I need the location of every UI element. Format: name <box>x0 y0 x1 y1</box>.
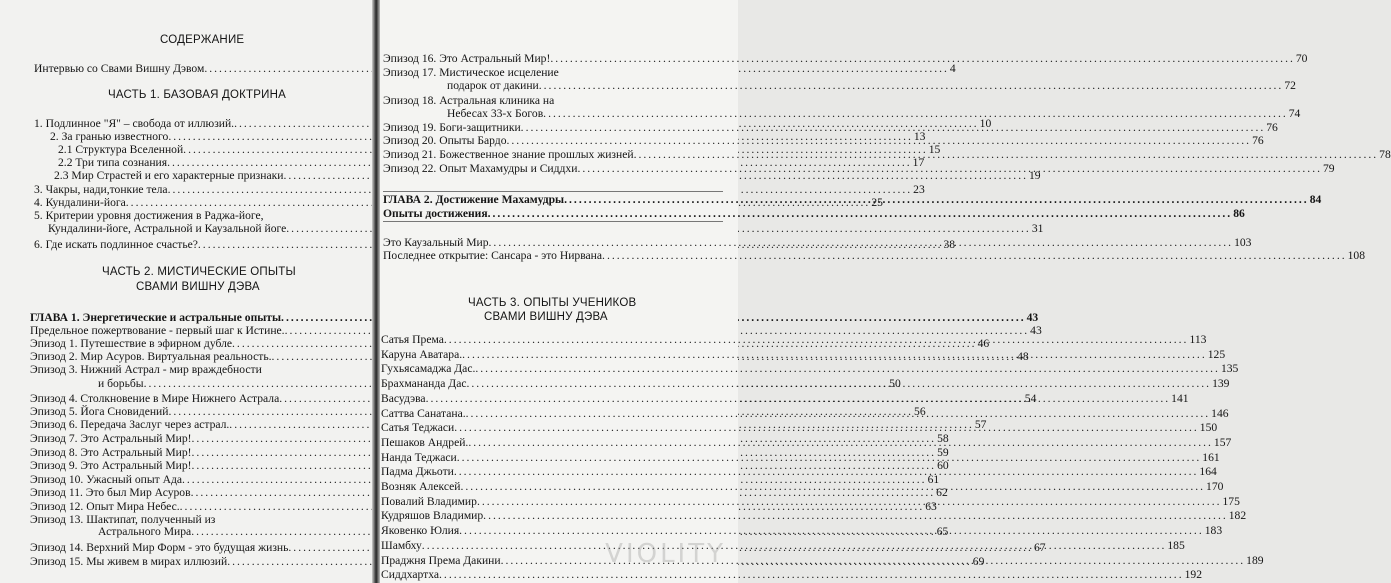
dot-leader <box>539 79 1284 92</box>
toc-entry-page: 17 <box>912 156 925 169</box>
toc-entry-page: 10 <box>979 117 992 130</box>
toc-entry-page: 125 <box>1207 347 1226 361</box>
toc-entry-title: Это Каузальный Мир <box>383 236 489 249</box>
toc-entry-page: 56 <box>914 405 926 418</box>
toc-entry-title: Кудряшов Владимир <box>381 509 484 523</box>
toc-entry-page: 48 <box>1017 350 1029 363</box>
toc-entry-page: 157 <box>1213 435 1232 449</box>
dot-leader <box>543 107 1288 120</box>
toc-entry-page: 65 <box>936 525 949 538</box>
toc-entry <box>34 183 925 196</box>
toc-entry-title: Кундалини-йоге, Астральной и Каузальной йоге <box>48 222 287 235</box>
toc-entry-title: Эпизод 4. Столкновение в Мире Нижнего Астрала <box>30 392 280 405</box>
toc-entry-title: Праджня Према Дакини <box>381 553 501 567</box>
toc-entry <box>30 363 370 376</box>
toc-entry-title: Эпизод 15. Мы живем в мирах иллюзий <box>30 555 228 568</box>
toc-entry-page: 23 <box>913 183 925 196</box>
toc-entry-title: Эпизод 8. Это Астральный Мир! <box>30 446 192 459</box>
toc-entry-page: 135 <box>1220 362 1239 376</box>
toc-entry-title: Возняк Алексей <box>381 480 461 493</box>
toc-entry-title: Эпизод 1. Путешествие в эфирном дубле <box>30 337 233 350</box>
student-entry <box>381 568 1202 582</box>
toc-entry-page: 69 <box>972 555 985 568</box>
dot-leader <box>454 465 1199 478</box>
toc-entry <box>383 94 718 107</box>
toc-entry-page: 58 <box>937 432 949 445</box>
toc-entry-page: 72 <box>1284 79 1296 92</box>
toc-entry-title: Эпизод 12. Опыт Мира Небес. <box>30 500 180 513</box>
toc-entry-title: ГЛАВА 1. Энергетические и астральные опыты <box>30 311 282 324</box>
toc-entry-title: Гухьясамаджа Дас. <box>381 362 476 376</box>
toc-entry-page: 192 <box>1184 568 1202 582</box>
toc-entry-title: Предельное пожертвование - первый шаг к Истине. <box>30 324 285 337</box>
part3-subheading: СВАМИ ВИШНУ ДЭВА <box>484 311 608 323</box>
toc-entry-page: 43 <box>1026 311 1039 324</box>
toc-entry-page: 57 <box>974 418 987 431</box>
dot-leader <box>507 134 1252 147</box>
toc-entry-title: Эпизод 5. Йога Сновидений <box>30 405 169 418</box>
toc-entry-title: Эпизод 17. Мистическое исцеление <box>383 66 559 79</box>
toc-entry-page: 182 <box>1228 509 1247 523</box>
toc-entry-page: 175 <box>1222 494 1240 508</box>
contents-heading: СОДЕРЖАНИЕ <box>160 34 245 46</box>
toc-entry-page: 141 <box>1171 391 1189 405</box>
toc-entry-page: 54 <box>1024 392 1037 405</box>
toc-entry-title: Сатья Теджаси <box>381 421 455 435</box>
toc-entry-page: 189 <box>1246 553 1264 567</box>
dot-leader <box>439 568 1184 581</box>
toc-entry-page: 161 <box>1202 450 1220 464</box>
toc-entry-title: 6. Где искать подлинное счастье? <box>34 238 198 251</box>
toc-entry-title: Сатья Према <box>381 333 444 346</box>
toc-entry-page: 61 <box>927 473 940 486</box>
toc-entry-title: Сиддхартха <box>381 568 440 582</box>
toc-entry-page: 25 <box>871 196 883 209</box>
student-entry <box>381 509 1247 523</box>
toc-entry-title: Пешаков Андрей. <box>381 435 469 449</box>
toc-entry-page: 79 <box>1323 162 1335 175</box>
toc-entry <box>383 52 1308 65</box>
toc-entry-page: 59 <box>937 446 949 459</box>
toc-entry-title: подарок от дакини <box>447 79 539 92</box>
toc-entry-page: 74 <box>1288 107 1301 120</box>
toc-entry-title: Падма Джьоти <box>381 465 454 479</box>
toc-entry-title: 2.3 Мир Страстей и его характерные признаки <box>54 169 284 182</box>
toc-entry-page: 19 <box>1029 169 1041 182</box>
dot-leader <box>426 392 1171 405</box>
toc-entry-page: 170 <box>1206 480 1224 493</box>
toc-entry-title: Эпизод 7. Это Астральный Мир! <box>30 432 192 445</box>
toc-entry-title: Небесах 33-х Богов <box>447 107 544 120</box>
dot-leader <box>460 480 1205 493</box>
toc-entry-title: Эпизод 14. Верхний Мир Форм - это будущая жизнь <box>30 541 289 554</box>
toc-entry-page: 139 <box>1212 377 1230 391</box>
toc-entry-page: 67 <box>1033 541 1046 554</box>
toc-entry-page: 86 <box>1233 207 1245 220</box>
toc-entry-title: Эпизод 9. Это Астральный Мир! <box>30 459 192 472</box>
toc-entry-title: Яковенко Юлия <box>381 524 460 538</box>
toc-entry-title: Эпизод 19. Боги-защитники <box>383 121 521 134</box>
dot-leader <box>462 348 1207 361</box>
toc-entry-title: Опыты достижения <box>383 207 488 220</box>
toc-entry <box>447 107 1301 120</box>
toc-entry-page: 63 <box>925 500 937 513</box>
toc-entry-page: 146 <box>1211 406 1229 420</box>
dot-leader <box>459 524 1204 537</box>
toc-entry-title: Эпизод 22. Опыт Махамудры и Сиддхи <box>383 162 578 175</box>
separator-line <box>383 191 723 192</box>
toc-entry-title: Саттва Санатана. <box>381 406 466 420</box>
toc-entry-title: и борьбы <box>98 377 144 390</box>
dot-leader <box>468 436 1213 449</box>
dot-leader <box>444 333 1189 346</box>
toc-entry-page: 164 <box>1199 465 1217 479</box>
toc-entry-title: 2.1 Структура Вселенной <box>58 143 184 156</box>
toc-entry-title: ГЛАВА 2. Достижение Махамудры <box>383 193 565 206</box>
toc-entry <box>447 79 1296 92</box>
toc-entry-page: 185 <box>1167 538 1185 552</box>
dot-leader <box>489 236 1234 249</box>
toc-entry-title: Эпизод 21. Божественное знание прошлых жизней <box>383 148 634 161</box>
toc-entry-title: 4. Кундалини-йога <box>34 196 126 209</box>
toc-entry-page: 78 <box>1379 148 1391 161</box>
dot-leader <box>457 451 1202 464</box>
toc-entry-title: Эпизод 20. Опыты Бардо <box>383 134 507 147</box>
toc-entry-page: 84 <box>1309 193 1322 206</box>
student-entry <box>381 362 1239 376</box>
toc-entry-title: Повалий Владимир <box>381 494 477 508</box>
toc-entry-title: Эпизод 10. Ужасный опыт Ада <box>30 473 182 486</box>
toc-entry-title: Шамбху <box>381 538 422 552</box>
toc-entry-title: Последнее открытие: Сансара - это Нирвана <box>383 249 603 262</box>
toc-entry-page: 50 <box>889 377 901 390</box>
toc-entry-title: Эпизод 6. Передача Заслуг через астрал. <box>30 418 230 431</box>
dot-leader <box>564 193 1309 206</box>
separator-line <box>383 221 723 222</box>
toc-entry-page: 62 <box>936 486 948 499</box>
dot-leader <box>634 148 1379 161</box>
toc-entry-page: 150 <box>1199 421 1218 435</box>
dot-leader <box>602 249 1347 262</box>
dot-leader <box>521 121 1266 134</box>
toc-entry <box>383 249 1365 262</box>
watermark-logo: VIOLITY <box>605 539 726 569</box>
dot-leader <box>467 377 1212 390</box>
part3-heading: ЧАСТЬ 3. ОПЫТЫ УЧЕНИКОВ <box>468 297 637 309</box>
toc-entry-page: 13 <box>913 130 926 143</box>
dot-leader <box>422 539 1167 552</box>
toc-entry-title: Интервью со Свами Вишну Дэвом <box>34 62 205 75</box>
book-spine <box>372 0 380 583</box>
toc-entry-title: 3. Чакры, нади,тонкие тела <box>34 183 168 196</box>
dot-leader <box>483 509 1228 522</box>
toc-entry-page: 76 <box>1266 121 1278 134</box>
toc-entry-page: 43 <box>1030 324 1042 337</box>
toc-entry-title: Эпизод 11. Это был Мир Асуров <box>30 486 191 499</box>
toc-entry-title: Эпизод 16. Это Астральный Мир! <box>383 52 551 65</box>
toc-entry-title: Каруна Аватара. <box>381 347 463 361</box>
toc-entry <box>383 66 718 79</box>
dot-leader <box>454 421 1199 434</box>
toc-entry-page: 46 <box>977 337 990 350</box>
toc-entry-title: 1. Подлинное "Я" – свобода от иллюзий. <box>34 117 235 130</box>
toc-entry-title: Васудэва <box>381 391 426 405</box>
toc-entry <box>30 473 940 486</box>
toc-entry-title: 2.2 Три типа сознания <box>58 156 168 169</box>
toc-entry-page: 15 <box>928 143 941 156</box>
toc-entry-page: 103 <box>1234 236 1252 249</box>
dot-leader <box>577 162 1322 175</box>
toc-entry-title: Астрального Мира <box>98 525 192 538</box>
toc-entry-page: 113 <box>1189 333 1207 346</box>
dot-leader <box>477 495 1222 508</box>
toc-entry-page: 4 <box>949 62 956 75</box>
achievements-entry <box>383 207 1245 220</box>
toc-entry <box>54 169 1041 182</box>
toc-entry-title: Брахмананда Дас <box>381 377 467 391</box>
part2-heading: ЧАСТЬ 2. МИСТИЧЕСКИЕ ОПЫТЫ <box>102 266 296 278</box>
dot-leader <box>466 407 1211 420</box>
toc-entry-title: Эпизод 3. Нижний Астрал - мир враждебности <box>30 363 262 376</box>
toc-entry-page: 183 <box>1204 524 1223 538</box>
toc-entry-title: Эпизод 13. Шактипат, полученный из <box>30 513 216 526</box>
toc-entry-title: Эпизод 2. Мир Асуров. Виртуальная реальность. <box>30 350 272 363</box>
dot-leader <box>550 52 1295 65</box>
toc-entry-page: 108 <box>1347 249 1365 262</box>
toc-entry-page: 76 <box>1252 134 1264 147</box>
toc-entry-title: Нанда Теджаси <box>381 450 457 464</box>
toc-entry <box>30 324 1042 337</box>
part2-subheading: СВАМИ ВИШНУ ДЭВА <box>136 281 260 293</box>
toc-entry-title: 5. Критерии уровня достижения в Раджа-йоге, <box>34 209 264 222</box>
dot-leader <box>488 207 1233 220</box>
toc-entry-page: 70 <box>1295 52 1308 65</box>
toc-entry <box>48 222 1044 235</box>
toc-entry-title: Эпизод 18. Астральная клиника на <box>383 94 555 107</box>
toc-entry-page: 60 <box>937 459 949 472</box>
toc-entry-title: 2. За гранью известного <box>50 130 169 143</box>
dot-leader <box>475 362 1220 375</box>
toc-entry <box>34 209 370 222</box>
part1-heading: ЧАСТЬ 1. БАЗОВАЯ ДОКТРИНА <box>108 89 286 101</box>
toc-entry-page: 38 <box>943 238 956 251</box>
toc-entry-page: 31 <box>1031 222 1044 235</box>
